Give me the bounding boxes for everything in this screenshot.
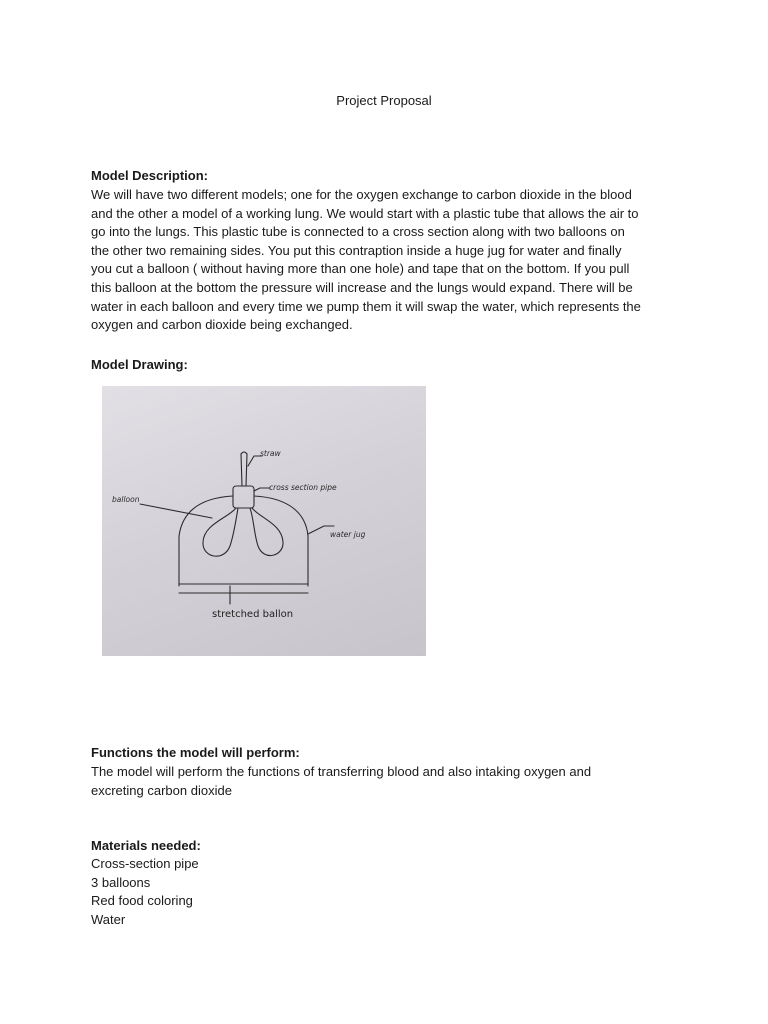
stretched-balloon-label: stretched ballon [212, 609, 294, 620]
water-jug-label: water jug [330, 530, 366, 539]
functions-text [91, 763, 691, 800]
water-jug-sketch [179, 496, 233, 586]
functions-heading: Functions the model will perform: [91, 745, 300, 760]
paragraph-line: the other two remaining sides. You put this contraption inside a huge jug for water and finally [91, 242, 622, 258]
left-balloon-sketch [203, 508, 238, 556]
model-description-text [91, 186, 691, 335]
paragraph-line: and the other a model of a working lung. We would start with a plastic tube that allows the air to [91, 205, 639, 221]
straw-label: straw [260, 449, 281, 458]
document-title: Project Proposal [336, 93, 432, 108]
paragraph-line: The model will perform the functions of transferring blood and also intaking oxygen and [91, 764, 592, 779]
lung-model-sketch [102, 386, 426, 656]
model-drawing-heading: Model Drawing: [91, 357, 188, 372]
list-item: 3 balloons [91, 874, 151, 890]
right-balloon-sketch [250, 508, 283, 556]
model-description-heading: Model Description: [91, 168, 209, 183]
paragraph-line: this balloon at the bottom the pressure will increase and the lungs would expand. There will be [91, 279, 633, 295]
list-item: Red food coloring [91, 893, 193, 909]
balloon-label: balloon [112, 495, 140, 504]
materials-list [91, 855, 199, 929]
paragraph-line: We will have two different models; one for the oxygen exchange to carbon dioxide in the blood [91, 187, 632, 202]
paragraph-line: excreting carbon dioxide [91, 782, 232, 798]
list-item: Cross-section pipe [91, 856, 199, 871]
cross-section-pipe-label: cross section pipe [269, 483, 337, 492]
model-drawing-photo [102, 386, 426, 656]
list-item: Water [91, 911, 126, 927]
cross-section-pipe-sketch [233, 486, 254, 508]
paragraph-line: water in each balloon and every time we pump them it will swap the water, which represents the [91, 298, 641, 314]
paragraph-line: go into the lungs. This plastic tube is connected to a cross section along with two balloons on [91, 224, 625, 240]
paragraph-line: oxygen and carbon dioxide being exchanged. [91, 317, 353, 333]
paragraph-line: you cut a balloon ( without having more than one hole) and tape that on the bottom. If you pull [91, 261, 630, 277]
materials-heading: Materials needed: [91, 838, 201, 853]
straw-sketch [241, 454, 247, 486]
